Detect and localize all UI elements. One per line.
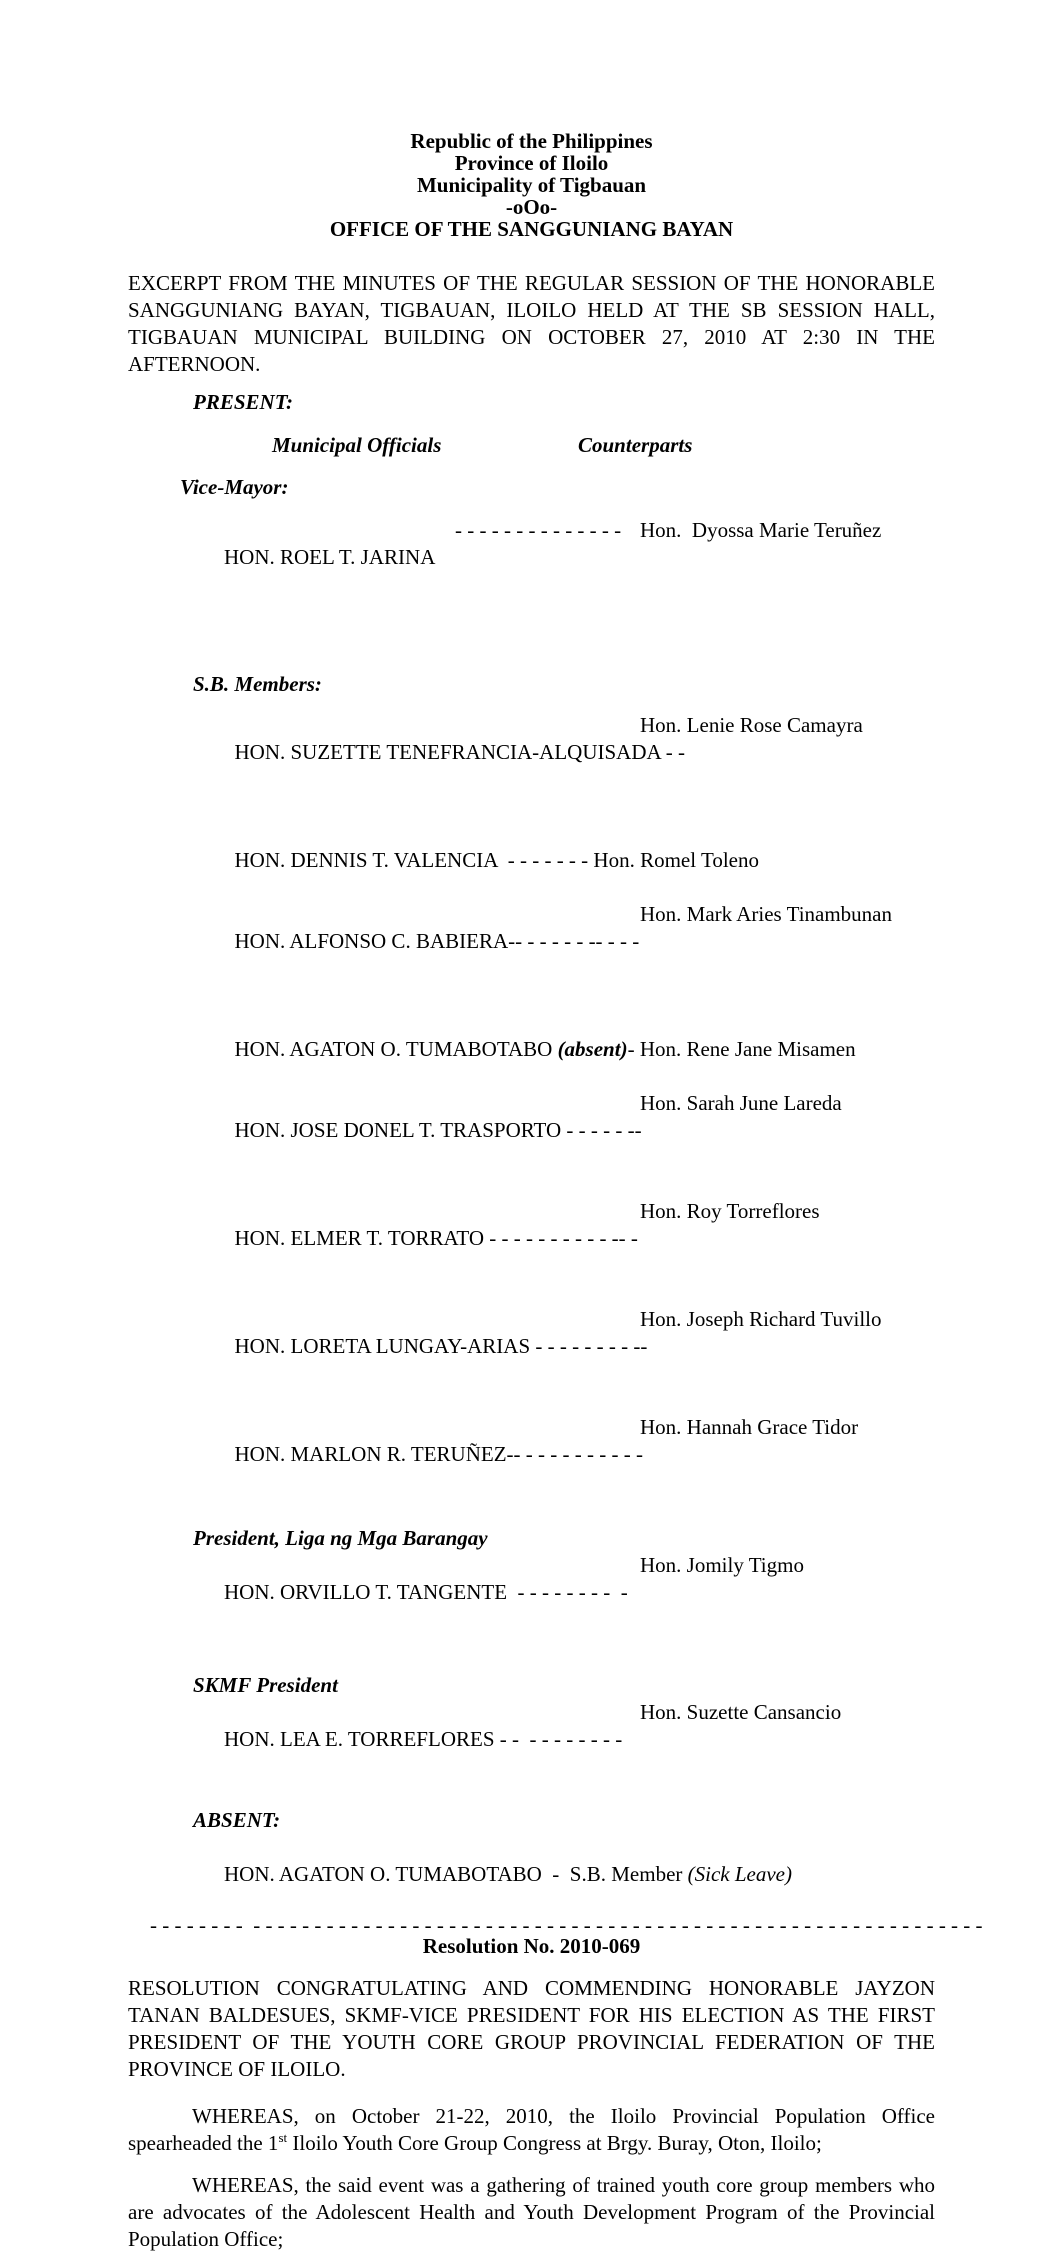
dash-leader: - - - - - - - - - - - - - - [455,518,622,542]
letterhead-office: OFFICE OF THE SANGGUNIANG BAYAN [329,217,734,241]
official-name: HON. AGATON O. TUMABOTABO [234,1037,558,1061]
dash-leader: - [627,1037,640,1061]
sb-member-row [128,1414,935,1522]
absent-label: ABSENT: [193,1808,281,1832]
letterhead-republic: Republic of the Philippines [410,129,653,153]
dash-leader: - - - - - - - - - [507,1580,628,1604]
counterpart-name: Hon. Hannah Grace Tidor [640,1415,859,1439]
letterhead-ooo-divider: -oOo- [505,195,558,219]
column-headers [128,432,935,459]
sb-member-row [128,1198,935,1306]
dash-leader: - - - - - - - - -- [530,1334,648,1358]
resolution-title-paragraph: RESOLUTION CONGRATULATING AND COMMENDING HONORABLE JAYZON TANAN BALDESUES, SKMF-VICE PRESIDENT FOR HIS ELECTION AS THE FIRST PRESIDENT OF THE YOUTH CORE GROUP PROVINCIAL FEDERATION OF THE PROVINCE OF ILOILO. [128,1976,935,2081]
counterpart-name: Hon. Joseph Richard Tuvillo [640,1307,882,1331]
absent-inline-note: (absent) [557,1037,628,1061]
dash-leader: - - - - - -- [561,1118,642,1142]
dash-leader: - - - - - - - - - - -- - [484,1226,638,1250]
sb-member-row [128,1090,935,1198]
column-header-municipal-officials: Municipal Officials [272,433,442,457]
column-header-counterparts: Counterparts [578,433,693,457]
sb-member-row [128,1009,935,1090]
official-name: HON. JOSE DONEL T. TRASPORTO [234,1118,562,1142]
counterpart-name: Hon. Romel Toleno [593,848,759,872]
counterpart-name: Hon. Roy Torreflores [640,1199,820,1223]
counterpart-name: Hon. Jomily Tigmo [640,1553,804,1577]
dash-leader: - - [660,740,691,764]
excerpt-paragraph: EXCERPT FROM THE MINUTES OF THE REGULAR SESSION OF THE HONORABLE SANGGUNIANG BAYAN, TIGBAUAN, ILOILO HELD AT THE SB SESSION HALL, TIGBAUAN MUNICIPAL BUILDING ON OCTOBER 27, 2010 AT 2:30 IN THE AFTERNOON. [128,271,935,376]
dash-leader: - - - - - - - - - - [494,1727,623,1751]
liga-president-label: President, Liga ng Mga Barangay [193,1526,488,1550]
vice-mayor-row [128,517,935,652]
counterpart-name: Hon. Rene Jane Misamen [639,1037,856,1061]
dash-leader: - - - - - - - [497,848,594,872]
sb-member-row [128,1306,935,1414]
absent-member-row [128,1834,935,1915]
official-name: HON. ELMER T. TORRATO [234,1226,484,1250]
official-name: HON. MARLON R. TERUÑEZ- [234,1442,514,1466]
counterpart-name: Hon. Sarah June Lareda [640,1091,842,1115]
dash-leader: - - - - - - - - - - - [513,1442,643,1466]
sb-members-label: S.B. Members: [193,672,322,696]
letterhead-municipality: Municipality of Tigbauan [416,173,647,197]
skmf-president-row [128,1699,935,1807]
official-name: HON. ROEL T. JARINA [224,545,436,569]
official-name: HON. ALFONSO C. BABIERA- [234,929,516,953]
sb-member-row [128,712,935,820]
letterhead [128,130,935,240]
official-name: HON. AGATON O. TUMABOTABO - S.B. Member [224,1862,688,1886]
letterhead-province: Province of Iloilo [454,151,609,175]
whereas-1-text: WHEREAS, on October 21-22, 2010, the Iloilo Provincial Population Office spearheaded the 1 [128,2104,935,2155]
whereas-paragraph-1 [128,2103,935,2157]
resolution-number: Resolution No. 2010-069 [422,1934,641,1958]
sick-leave-note: (Sick Leave) [687,1862,792,1886]
dash-leader: - - - - - - -- - - - [515,929,645,953]
official-name: HON. ORVILLO T. TANGENTE [224,1580,508,1604]
sb-member-row [128,820,935,901]
sb-member-row [128,901,935,1009]
official-name: HON. LORETA LUNGAY-ARIAS [234,1334,531,1358]
liga-president-row [128,1552,935,1660]
official-name: HON. LEA E. TORREFLORES [224,1727,495,1751]
counterpart-name: Hon. Dyossa Marie Teruñez [640,518,882,542]
skmf-president-label: SKMF President [193,1673,338,1697]
ordinal-superscript: st [278,2130,288,2145]
counterpart-name: Hon. Lenie Rose Camayra [640,713,863,737]
sb-members-list [128,712,935,1522]
present-label: PRESENT: [193,390,293,414]
whereas-1-text-cont: Iloilo Youth Core Group Congress at Brgy. Buray, Oton, Iloilo; [287,2131,822,2155]
vice-mayor-label: Vice-Mayor: [180,475,289,499]
counterpart-name: Hon. Mark Aries Tinambunan [640,902,892,926]
official-name: HON. SUZETTE TENEFRANCIA-ALQUISADA [234,740,661,764]
whereas-paragraph-2: WHEREAS, the said event was a gathering of trained youth core group members who are advocates of the Adolescent Health and Youth Development Program of the Provincial Population Office; [128,2173,935,2251]
dashed-separator: - - - - - - - - - - - - - - - - - - - - - - - - - - - - - - - - - - - - - - - - - - - - - - - - - - - - - - - - - - - - - - - - - - - - [150,1913,983,1937]
official-name: HON. DENNIS T. VALENCIA [234,848,498,872]
counterpart-name: Hon. Suzette Cansancio [640,1700,842,1724]
